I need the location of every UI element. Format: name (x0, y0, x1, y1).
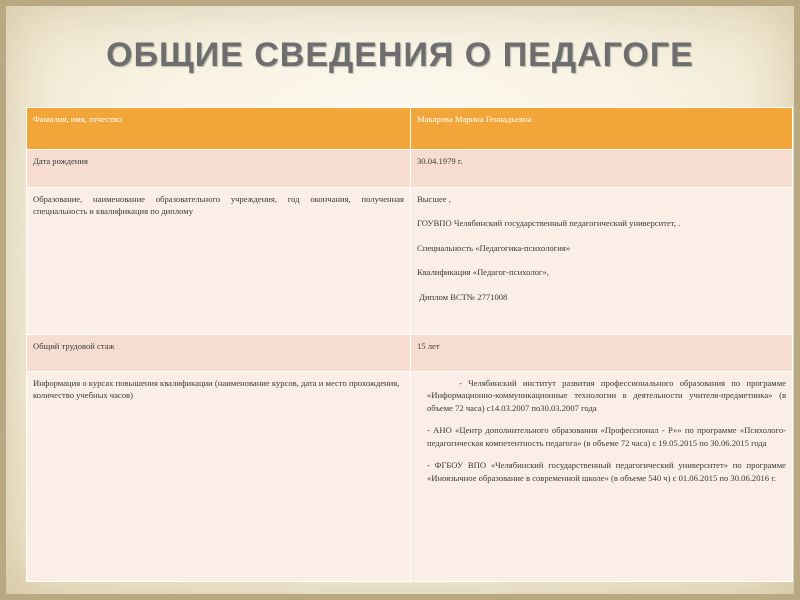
education-value (411, 188, 793, 335)
table-row-name (27, 108, 793, 150)
teacher-info-table (26, 107, 793, 582)
education-line: Специальность «Педагогика-психология» (417, 242, 571, 253)
page-title: ОБЩИЕ СВЕДЕНИЯ О ПЕДАГОГЕ (106, 36, 694, 74)
courses-value (411, 372, 793, 582)
course-item: - АНО «Центр дополнительного образования «Профессионал - Р»» по программе «Психолого-педагогическая компетентность педагога» (в объеме 72 часа) с 19.05.2015 по 30.06.2015 года (427, 425, 786, 448)
education-line: Диплом ВСТ№ 2771008 (417, 291, 508, 302)
birth-value: 30.04.1979 г. (411, 150, 793, 188)
table-row-courses (27, 372, 793, 582)
education-label: Образование, наименование образовательного учреждения, год окончания, полученная специальность и квалификация по диплому (27, 188, 411, 335)
name-label: Фамилия, имя, отчество: (27, 108, 411, 150)
course-item: - Челябинский институт развития профессионального образования по программе «Информационно-коммуникационные технологии в деятельности учителя-предметника» (в объеме 72 часа) с14.03.2007 по30.03.2007 года (427, 378, 786, 413)
table-row-birth (27, 150, 793, 188)
experience-label: Общий трудовой стаж (27, 335, 411, 372)
education-line: Высшее , (417, 194, 451, 204)
courses-label: Информация о курсах повышения квалификации (наименование курсов, дата и место прохождения, количество учебных часов) (27, 372, 411, 582)
birth-label: Дата рождения (27, 150, 411, 188)
name-value: Макарова Марина Геннадьевна (411, 108, 793, 150)
education-line: Квалификация «Педагог-психолог», (417, 267, 549, 278)
education-line: ГОУВПО Челябинский государственный педагогический университет, . (417, 218, 681, 229)
course-item: - ФГБОУ ВПО «Челябинский государственный педагогический университет» по программе «Иноязычное образование в современной школе» (в объеме 540 ч) с 01.06.2015 по 30.06.2016 г. (427, 460, 786, 483)
slide (6, 6, 794, 594)
experience-value: 15 лет (411, 335, 793, 372)
table-row-experience (27, 335, 793, 372)
table-row-education (27, 188, 793, 335)
